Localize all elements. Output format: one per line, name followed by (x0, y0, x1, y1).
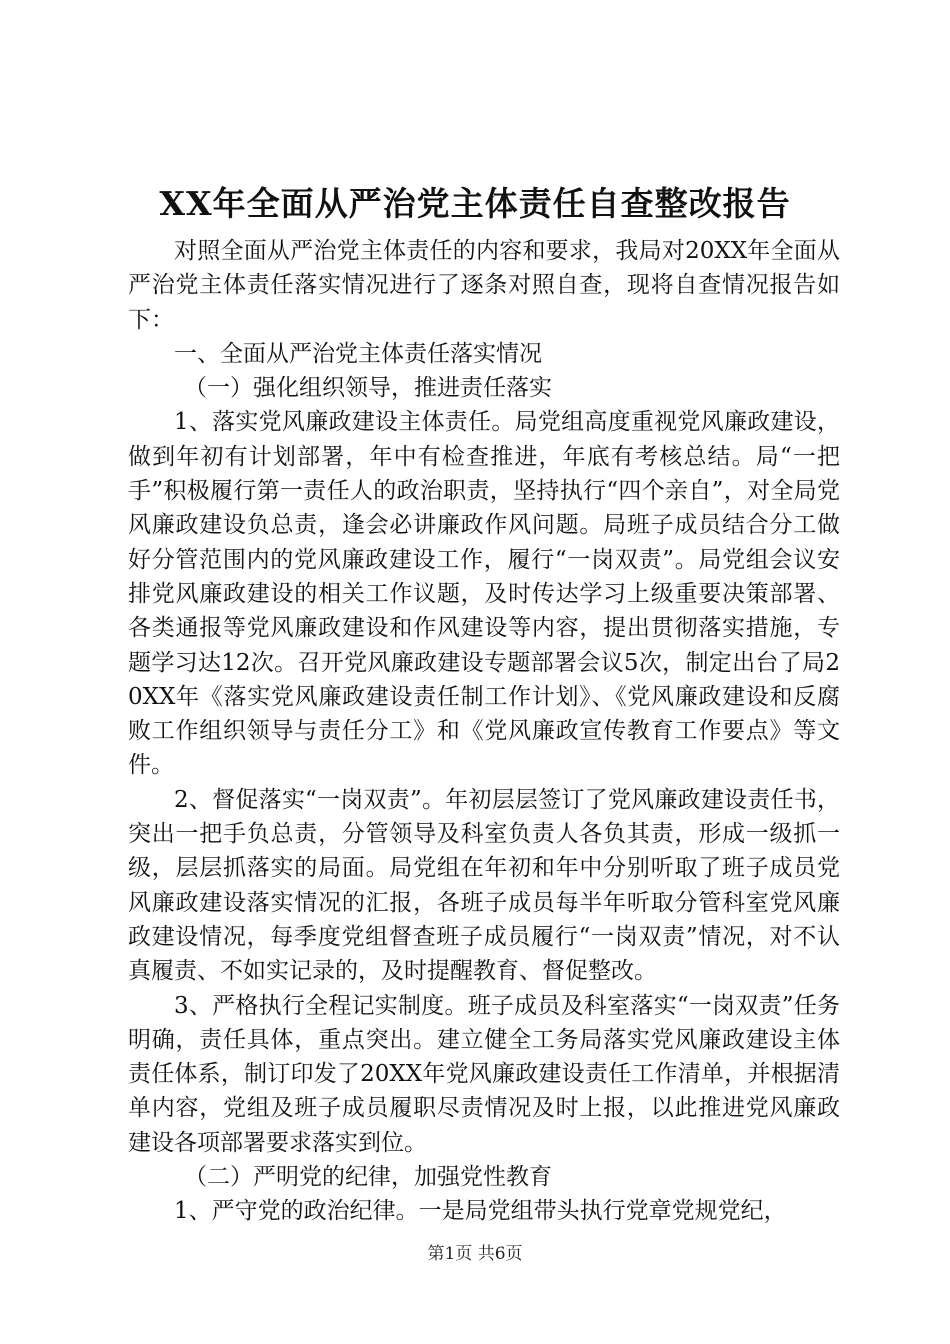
subsection-heading-2: （二）严明党的纪律，加强党性教育 (184, 1164, 552, 1191)
section-heading-1: 一、全面从严治党主体责任落实情况 (174, 340, 542, 367)
page-number-footer: 第1页 共6页 (427, 1244, 523, 1264)
intro-paragraph: 对照全面从严治党主体责任的内容和要求，我局对20XX年全面从严治党主体责任落实情况进行了逐条对照自查，现将自查情况报告如下： (128, 238, 840, 333)
paragraph-item-2: 2、督促落实“一岗双责”。年初层层签订了党风廉政建设责任书，突出一把手负总责，分管领导及科室负责人各负其责，形成一级抓一级，层层抓落实的局面。局党组在年初和年中分别听取了班子成员党风廉政建设落实情况的汇报，各班子成员每半年听取分管科室党风廉政建设情况，每季度党组督查班子成员履行“一岗双责”情况，对不认真履责、不如实记录的，及时提醒教育、督促整改。 (128, 786, 840, 985)
document-body (128, 234, 840, 1229)
paragraph-item-1: 1、落实党风廉政建设主体责任。局党组高度重视党风廉政建设，做到年初有计划部署，年中有检查推进，年底有考核总结。局“一把手”积极履行第一责任人的政治职责，坚持执行“四个亲自”，对全局党风廉政建设负总责，逢会必讲廉政作风问题。局班子成员结合分工做好分管范围内的党风廉政建设工作，履行“一岗双责”。局党组会议安排党风廉政建设的相关工作议题，及时传达学习上级重要决策部署、各类通报等党风廉政建设和作风建设等内容，提出贯彻落实措施，专题学习达12次。召开党风廉政建设专题部署会议5次，制定出台了局20XX年《落实党风廉政建设责任制工作计划》、《党风廉政建设和反腐败工作组织领导与责任分工》和《党风廉政宣传教育工作要点》等文件。 (128, 409, 840, 779)
paragraph-item-3: 3、严格执行全程记实制度。班子成员及科室落实“一岗双责”任务明确，责任具体，重点突出。建立健全工务局落实党风廉政建设主体责任体系，制订印发了20XX年党风廉政建设责任工作清单，并根据清单内容，党组及班子成员履职尽责情况及时上报，以此推进党风廉政建设各项部署要求落实到位。 (128, 992, 840, 1156)
paragraph-item-4: 1、严守党的政治纪律。一是局党组带头执行党章党规党纪， (174, 1198, 787, 1225)
document-title: XX年全面从严治党主体责任自查整改报告 (159, 184, 791, 223)
subsection-heading-1: （一）强化组织领导，推进责任落实 (184, 375, 552, 402)
